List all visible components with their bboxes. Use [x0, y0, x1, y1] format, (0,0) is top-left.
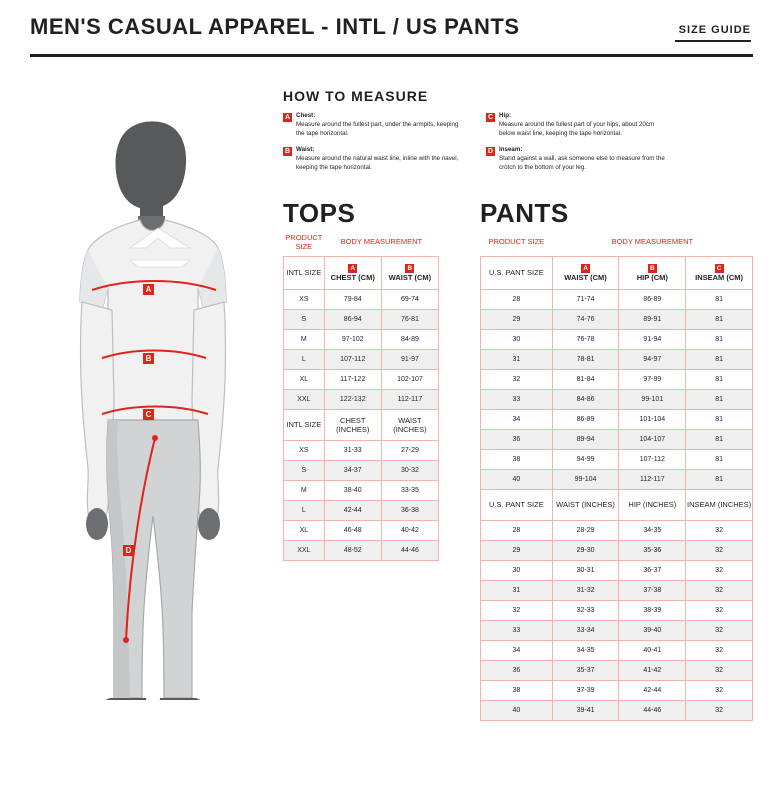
table-row: 30 76-78 91-94 81 [481, 330, 753, 350]
table-row: 31 31-32 37-38 32 [481, 581, 753, 601]
table-header-row [284, 257, 439, 290]
table-row: 29 29-30 35-36 32 [481, 541, 753, 561]
figure-label-b: B [143, 353, 154, 364]
how-to-measure-section [283, 88, 753, 180]
how-to-measure-item [486, 146, 671, 173]
model-figure [30, 120, 270, 700]
tops-product-size-header: PRODUCT SIZE [285, 232, 323, 251]
how-to-measure-item-name: Chest: [296, 112, 316, 119]
tops-in-chest-header: CHEST (INCHES) [324, 410, 381, 441]
how-to-measure-item [283, 146, 468, 173]
table-row: 36 89-94 104-107 81 [481, 430, 753, 450]
table-row: 33 84-86 99-101 81 [481, 390, 753, 410]
tops-in-size-header: INTL SIZE [284, 410, 325, 441]
pants-cm-waist-header: A WAIST (CM) [552, 257, 619, 290]
marker-a-icon: A [348, 264, 357, 273]
how-to-measure-column-left [283, 112, 468, 180]
table-row: XL 46-48 40-42 [284, 521, 439, 541]
table-row: 32 32-33 38-39 32 [481, 601, 753, 621]
tops-size-table [283, 228, 439, 561]
table-row: XL 117-122 102-107 [284, 370, 439, 390]
table-row: 28 71-74 86-89 81 [481, 290, 753, 310]
marker-c-icon: C [487, 114, 494, 121]
table-row: 34 34-35 40-41 32 [481, 641, 753, 661]
marker-d-icon: D [487, 147, 494, 155]
table-row: 36 35-37 41-42 32 [481, 661, 753, 681]
table-row: XXL 122-132 112-117 [284, 390, 439, 410]
table-row: 40 39-41 44-46 32 [481, 701, 753, 721]
table-row: 28 28-29 34-35 32 [481, 521, 753, 541]
size-guide-tag: SIZE GUIDE [678, 24, 751, 36]
how-to-measure-item-text: Measure around the fullest part of your hips, about 20cm below waist line, keeping the tape horizontal. [499, 120, 655, 137]
figure-label-a: A [143, 284, 154, 295]
how-to-measure-item-name: Hip: [499, 112, 512, 119]
how-to-measure-item-text: Stand against a wall, ask someone else to measure from the crotch to the bottom of your leg. [499, 154, 665, 171]
table-row: 33 33-34 39-40 32 [481, 621, 753, 641]
marker-a-icon: A [581, 264, 590, 273]
table-row: XS 79-84 69-74 [284, 290, 439, 310]
pants-body-measurement-header: BODY MEASUREMENT [611, 237, 694, 247]
how-to-measure-item-text: Measure around the natural waist line, inline with the navel, keeping the tape horizontal. [296, 154, 459, 171]
pants-product-size-header: PRODUCT SIZE [488, 237, 545, 247]
tops-cm-size-header: INTL SIZE [284, 257, 325, 290]
table-row: 31 78-81 94-97 81 [481, 350, 753, 370]
table-header-row [284, 228, 439, 257]
table-row: XXL 48-52 44-46 [284, 541, 439, 561]
tops-section-title: TOPS [283, 198, 356, 228]
marker-d-icon: C [715, 264, 724, 273]
table-row: XS 31-33 27-29 [284, 441, 439, 461]
table-row: 40 99-104 112-117 81 [481, 470, 753, 490]
page-title: MEN'S CASUAL APPAREL - INTL / US PANTS [30, 14, 520, 39]
table-header-row [481, 257, 753, 290]
tops-in-waist-header: WAIST (INCHES) [381, 410, 438, 441]
marker-a-icon: A [284, 114, 291, 121]
tops-cm-waist-header: B WAIST (CM) [381, 257, 438, 290]
table-row: 30 30-31 36-37 32 [481, 561, 753, 581]
how-to-measure-item-name: Waist: [296, 145, 315, 153]
table-row: 38 37-39 42-44 32 [481, 681, 753, 701]
how-to-measure-column-right [486, 112, 671, 180]
figure-label-d: D [123, 545, 134, 556]
pants-in-waist-header: WAIST (INCHES) [552, 490, 619, 521]
tops-body-measurement-header: BODY MEASUREMENT [340, 237, 423, 247]
pants-cm-size-header: U.S. PANT SIZE [481, 257, 553, 290]
table-row: 34 86-89 101-104 81 [481, 410, 753, 430]
table-row: S 86-94 76-81 [284, 310, 439, 330]
table-row: L 42-44 36-38 [284, 501, 439, 521]
pants-in-inseam-header: INSEAM (INCHES) [686, 490, 753, 521]
marker-b-icon: B [405, 264, 414, 273]
table-row: 29 74-76 89-91 81 [481, 310, 753, 330]
pants-cm-hip-header: B HIP (CM) [619, 257, 686, 290]
table-header-row [481, 228, 753, 257]
marker-b-icon: B [284, 147, 291, 155]
marker-c-icon: B [648, 264, 657, 273]
pants-cm-inseam-header: C INSEAM (CM) [686, 257, 753, 290]
page-header [0, 0, 783, 56]
header-tag-underline [675, 40, 751, 42]
table-row: M 38-40 33-35 [284, 481, 439, 501]
header-divider [30, 54, 753, 57]
how-to-measure-item [486, 112, 671, 139]
pants-section-title: PANTS [480, 198, 569, 228]
table-header-row [284, 410, 439, 441]
table-row: M 97-102 84-89 [284, 330, 439, 350]
pants-in-hip-header: HIP (INCHES) [619, 490, 686, 521]
tops-cm-chest-header: A CHEST (CM) [324, 257, 381, 290]
table-row: S 34-37 30-32 [284, 461, 439, 481]
table-row: L 107-112 91-97 [284, 350, 439, 370]
how-to-measure-item-name: Inseam: [499, 145, 523, 153]
pants-size-table [480, 228, 753, 721]
table-header-row [481, 490, 753, 521]
how-to-measure-title: HOW TO MEASURE [283, 88, 429, 104]
pants-in-size-header: U.S. PANT SIZE [481, 490, 553, 521]
table-row: 32 81-84 97-99 81 [481, 370, 753, 390]
how-to-measure-item-text: Measure around the fullest part, under the armpits, keeping the tape horizontal. [296, 120, 459, 137]
table-row: 38 94-99 107-112 81 [481, 450, 753, 470]
figure-label-c: C [143, 409, 154, 420]
how-to-measure-item [283, 112, 468, 139]
